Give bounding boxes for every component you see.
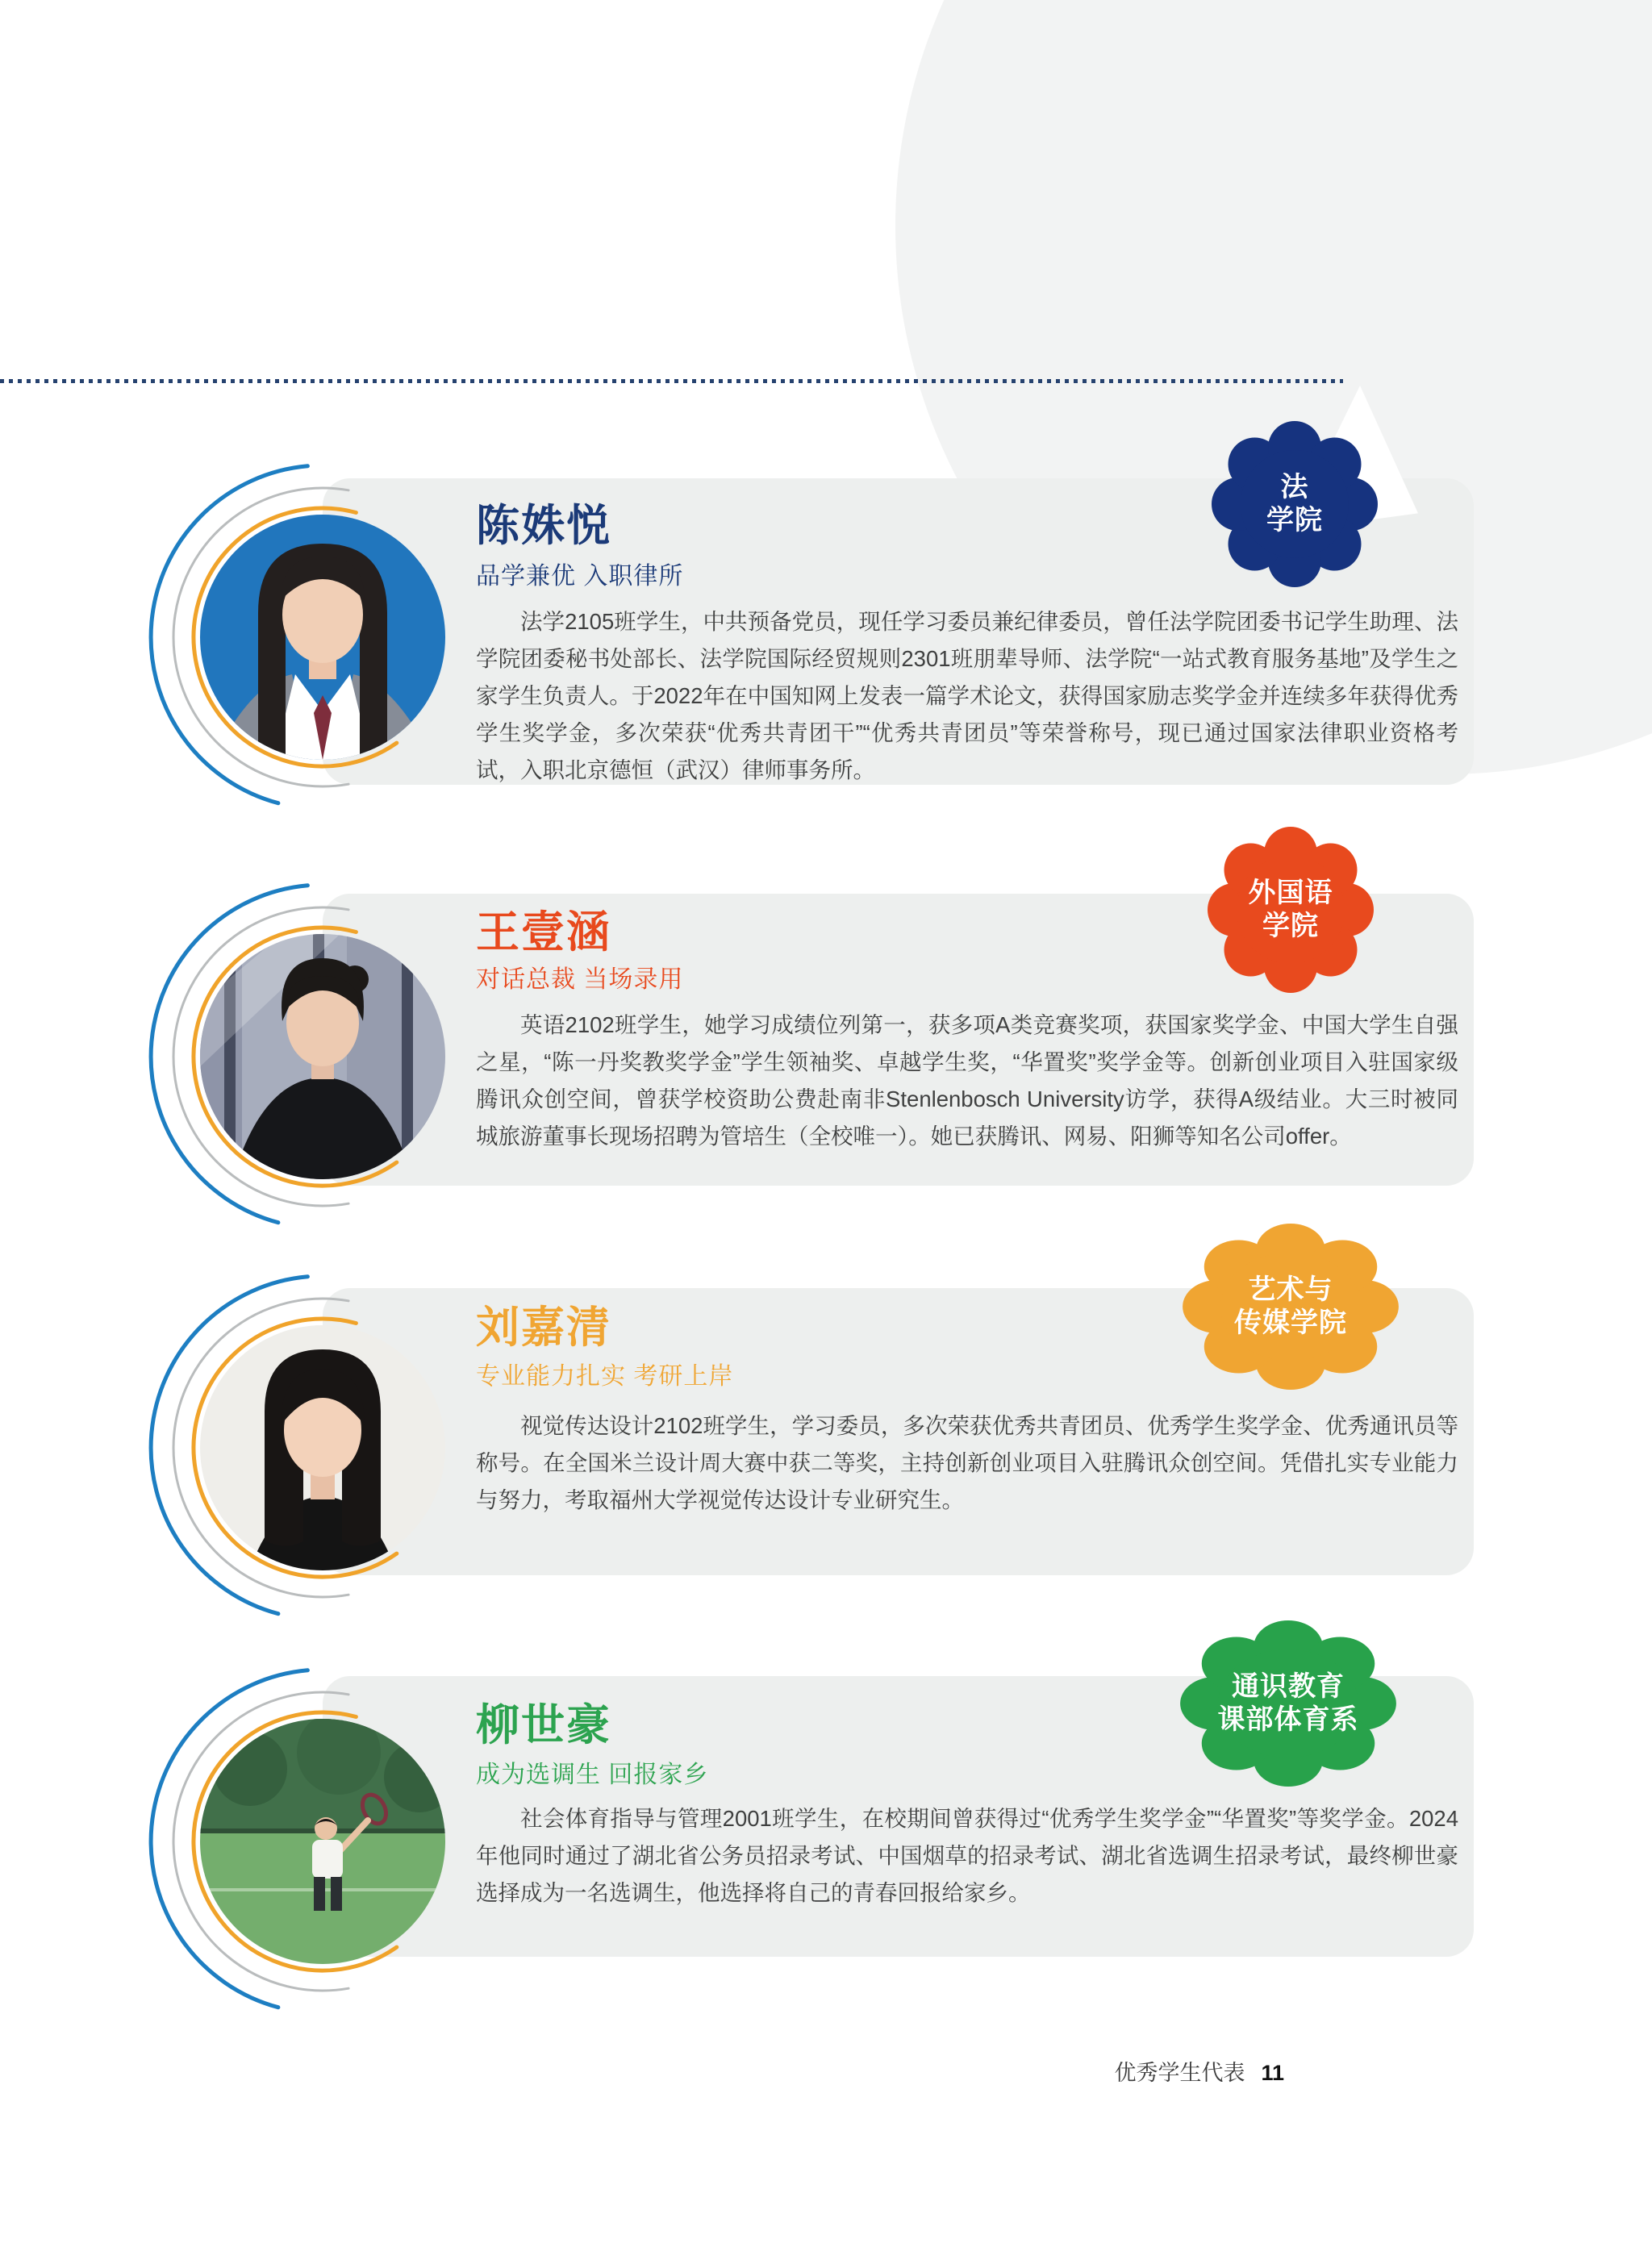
- college-badge: [1202, 821, 1379, 999]
- student-photo-illustration-casual-portrait: [137, 1262, 508, 1633]
- student-name: 刘嘉清: [476, 1303, 611, 1352]
- dotted-divider: [0, 379, 1343, 383]
- footer-label: 优秀学生代表: [1114, 2061, 1245, 2085]
- college-badge: [1206, 415, 1383, 593]
- college-badge: [1175, 1218, 1406, 1395]
- student-bio: 视觉传达设计2102班学生，学习委员，多次荣获优秀共青团员、优秀学生奖学金、优秀通讯员等称号。在全国米兰设计周大赛中获二等奖，主持创新创业项目入驻腾讯众创空间。凭借扎实专业能力与努力，考取福州大学视觉传达设计专业研究生。: [476, 1413, 1458, 1512]
- student-photo-illustration-office-portrait: [137, 871, 508, 1242]
- student-tagline: 专业能力扎实 考研上岸: [476, 1363, 734, 1390]
- college-badge-label: 通识教育 课部体育系: [1217, 1671, 1359, 1735]
- student-photo: [137, 1656, 508, 2027]
- student-name: 柳世豪: [476, 1701, 611, 1749]
- student-photo: [137, 452, 508, 823]
- student-bio: 社会体育指导与管理2001班学生，在校期间曾获得过“优秀学生奖学金”“华置奖”等奖学金。2024年他同时通过了湖北省公务员招录考试、中国烟草的招录考试、湖北省选调生招录考试，最终柳世豪选择成为一名选调生，他选择将自己的青春回报给家乡。: [476, 1806, 1458, 1905]
- student-photo-illustration-id-portrait: [137, 452, 508, 823]
- student-tagline: 成为选调生 回报家乡: [476, 1762, 709, 1788]
- college-badge-label: 法 学院: [1266, 472, 1323, 536]
- student-photo: [137, 871, 508, 1242]
- student-name: 王壹涵: [476, 908, 611, 957]
- college-badge-label: 外国语 学院: [1248, 878, 1333, 941]
- student-tagline: 品学兼优 入职律所: [476, 563, 684, 590]
- student-bio: 英语2102班学生，她学习成绩位列第一，获多项A类竞赛奖项，获国家奖学金、中国大学生自强之星，“陈一丹奖教奖学金”学生领袖奖、卓越学生奖，“华置奖”奖学金等。创新创业项目入驻国家级腾讯众创空间，曾获学校资助公费赴南非Stenlenbosch University访学，获得A级结业。大三时被同城旅游董事长现场招聘为管培生（全校唯一）。她已获腾讯、网易、阳狮等知名公司offer。: [476, 1012, 1458, 1149]
- student-tagline: 对话总裁 当场录用: [476, 966, 684, 993]
- college-badge: [1173, 1615, 1404, 1792]
- student-name: 陈姝悦: [476, 502, 611, 550]
- student-photo: [137, 1262, 508, 1633]
- student-photo-illustration-sports-court: [137, 1656, 508, 2027]
- page-number: 11: [1261, 2061, 1284, 2085]
- student-bio: 法学2105班学生，中共预备党员，现任学习委员兼纪律委员，曾任法学院团委书记学生助理、法学院团委秘书处部长、法学院国际经贸规则2301班朋辈导师、法学院“一站式教育服务基地”及学生之家学生负责人。于2022年在中国知网上发表一篇学术论文，获得国家励志奖学金并连续多年获得优秀学生奖学金，多次荣获“优秀共青团干”“优秀共青团员”等荣誉称号，现已通过国家法律职业资格考试，入职北京德恒（武汉）律师事务所。: [476, 609, 1458, 782]
- page-footer: [881, 2055, 1284, 2087]
- college-badge-label: 艺术与 传媒学院: [1234, 1274, 1347, 1338]
